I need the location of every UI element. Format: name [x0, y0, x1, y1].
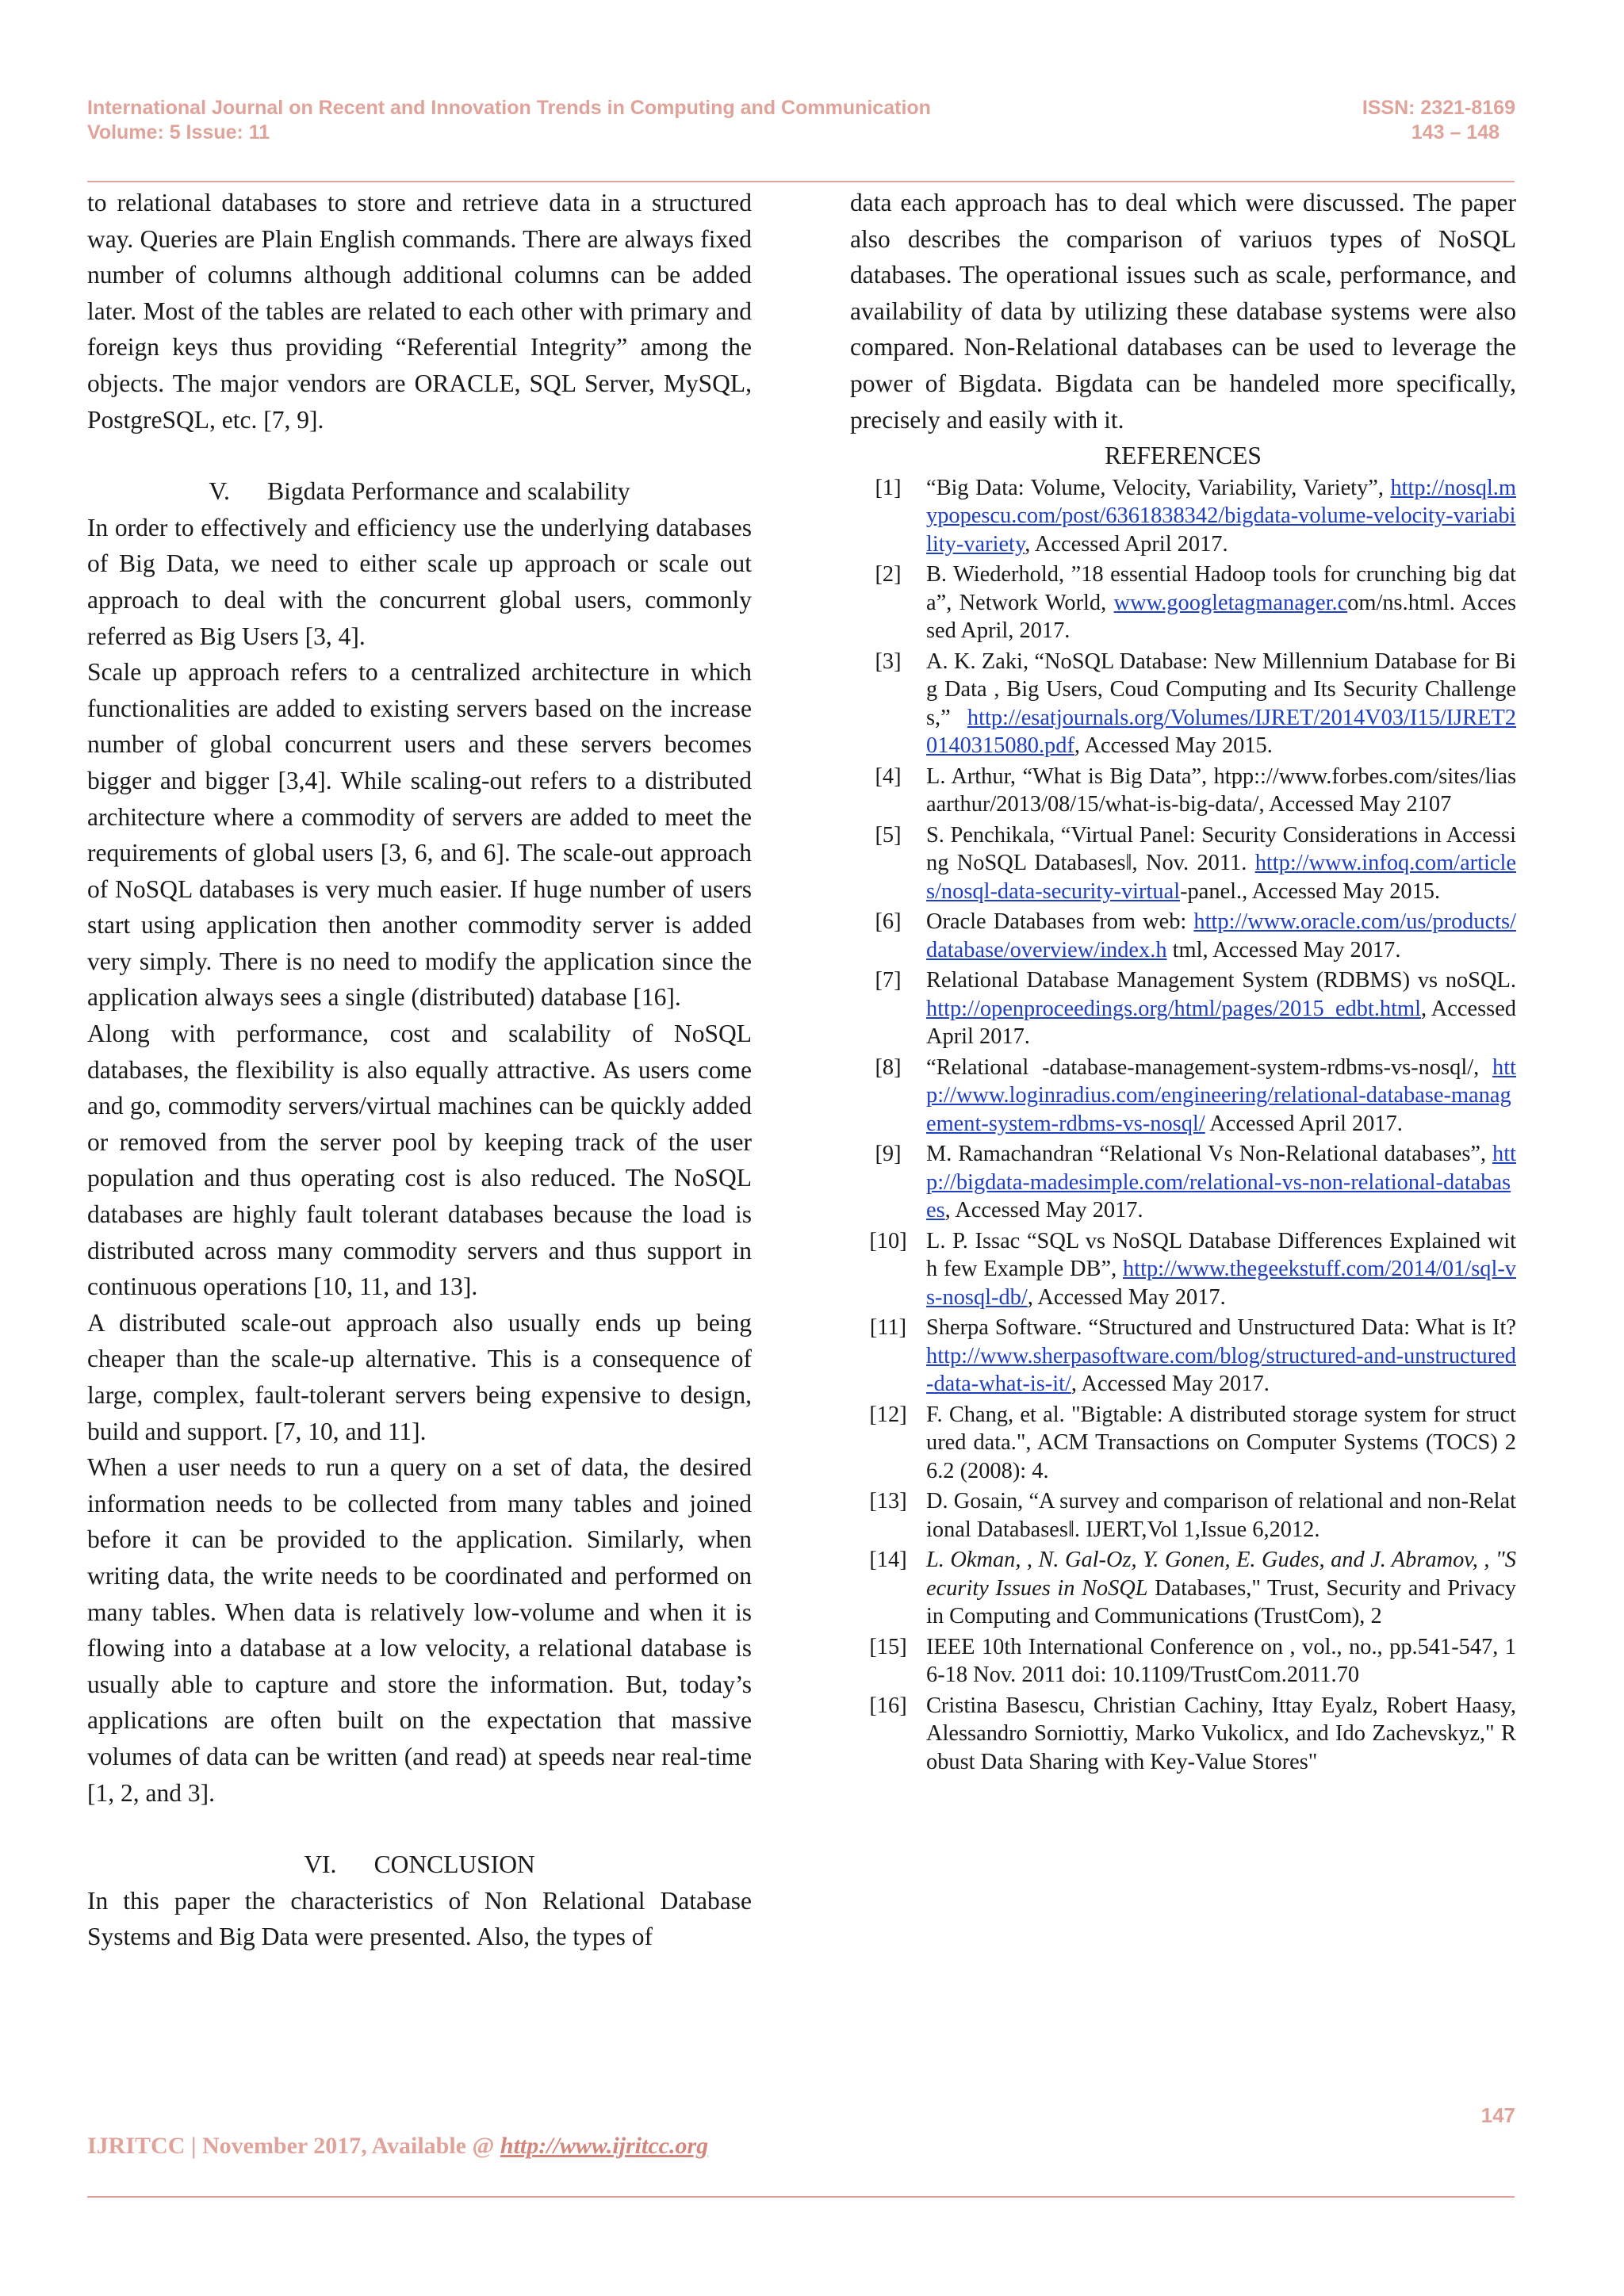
reference-body: L. Arthur, “What is Big Data”, htpp:://www.forbes.com/sites/liasaarthur/2013/08/15/what-is-big-data/, Accessed May 2107 — [926, 763, 1516, 817]
footer — [87, 2133, 708, 2160]
reference-number: [7] — [875, 968, 902, 993]
reference-body: Sherpa Software. “Structured and Unstructured Data: What is It? — [926, 1315, 1516, 1341]
reference-text — [926, 1487, 1516, 1544]
reference-number: [10] — [869, 1228, 907, 1253]
reference-link[interactable]: http://www.sherpasoftware.com/blog/structured-and-unstructured-data-what-is-it/ — [926, 1343, 1516, 1397]
reference-number: [14] — [869, 1548, 907, 1573]
reference-tail: -panel., Accessed May 2015. — [1180, 878, 1441, 904]
journal-title: International Journal on Recent and Innovation Trends in Computing and Communication — [87, 97, 931, 119]
reference-item — [850, 1314, 1516, 1399]
reference-body: F. Chang, et al. "Bigtable: A distributed storage system for structured data.", ACM Transactions on Computer Systems (TOCS) 26.2 (2008): 4. — [926, 1402, 1516, 1483]
reference-link[interactable]: http://esatjournals.org/Volumes/IJRET/2014V03/I15/IJRET20140315080.pdf — [926, 705, 1516, 759]
paragraph: Along with performance, cost and scalability of NoSQL databases, the flexibility is also equally attractive. As users come and go, commodity servers/virtual machines can be quickly added or removed from the server pool by keeping track of the user population and thus operating cost is also reduced. The NoSQL databases are highly fault tolerant databases because the load is distributed across many commodity servers and thus support in continuous operations [10, 11, and 13]. — [87, 1020, 752, 1301]
reference-tail: , Accessed April 2017. — [1025, 531, 1228, 557]
reference-number: [11] — [869, 1315, 907, 1341]
reference-number: [3] — [875, 649, 902, 674]
reference-link[interactable]: http://www.infoq.com/articles/nosql-data-security-virtual — [926, 851, 1516, 904]
reference-link[interactable]: http://nosql.mypopescu.com/post/6361838342/bigdata-volume-velocity-variability-variety — [926, 475, 1516, 557]
reference-tail: tml, Accessed May 2017. — [1166, 937, 1401, 962]
journal-header — [87, 96, 931, 145]
reference-number: [13] — [869, 1489, 907, 1514]
reference-text — [926, 1314, 1516, 1399]
reference-body: Oracle Databases from web: — [926, 909, 1194, 935]
reference-item — [850, 908, 1516, 964]
reference-item — [850, 648, 1516, 760]
reference-item — [850, 1401, 1516, 1486]
reference-number: [4] — [875, 763, 902, 789]
reference-tail: , Accessed May 2017. — [1071, 1372, 1270, 1397]
paragraph: In order to effectively and efficiency use the underlying databases of Big Data, we need to either scale up approach or scale out approach to deal with the concurrent global users, commonly referred as Big Users [3, 4]. — [87, 513, 752, 650]
reference-text — [926, 1227, 1516, 1312]
reference-number: [1] — [875, 475, 902, 500]
reference-body: Cristina Basescu, Christian Cachiny, Ittay Eyalz, Robert Haasy, Alessandro Sorniottiy, Marko Vukolicx, and Ido Zachevskyz," Robust Data Sharing with Key-Value Stores" — [926, 1693, 1516, 1774]
reference-text — [926, 966, 1516, 1051]
reference-link[interactable]: www.googletagmanager.c — [1113, 590, 1348, 615]
reference-text — [926, 908, 1516, 964]
paragraph: data each approach has to deal which were discussed. The paper also describes the comparison of variuos types of NoSQL databases. The operational issues such as scale, performance, and availability of data by utilizing these database systems were also compared. Non-Relational databases can be used to leverage the power of Bigdata. Bigdata can be handeled more specifically, precisely and easily with it. — [850, 189, 1516, 434]
paragraph: Scale up approach refers to a centralized architecture in which functionalities are added to existing servers based on the increase number of global concurrent users and these servers becomes bigger and bigger [3,4]. While scaling-out refers to a distributed architecture where a commodity of servers are added to meet the requirements of global users [3, 6, and 6]. The scale-out approach of NoSQL databases is very much easier. If huge number of users start using application then another commodity server is added very simply. There is no need to modify the application since the application always sees a single (distributed) database [16]. — [87, 658, 752, 1012]
reference-text — [926, 1692, 1516, 1777]
reference-text — [926, 474, 1516, 559]
reference-body: A. K. Zaki, “NoSQL Database: New Millennium Database for Big Data , Big Users, Coud Computing and Its Security Challenges,” — [926, 649, 1516, 730]
reference-number: [12] — [869, 1402, 907, 1427]
reference-number: [9] — [875, 1142, 902, 1167]
reference-item — [850, 1692, 1516, 1777]
reference-tail: , Accessed April 2017. — [926, 996, 1516, 1050]
reference-text — [926, 1401, 1516, 1486]
reference-link[interactable]: http://www.oracle.com/us/products/database/overview/index.h — [926, 909, 1516, 962]
reference-item — [850, 821, 1516, 906]
reference-body: “Big Data: Volume, Velocity, Variability, Variety”, — [926, 475, 1391, 500]
reference-body: Relational Database Management System (RDBMS) vs noSQL. — [926, 968, 1516, 993]
reference-tail: , Accessed May 2015. — [1074, 733, 1273, 759]
paragraph: When a user needs to run a query on a set of data, the desired information needs to be collected from many tables and joined before it can be provided to the application. Similarly, when writing data, the write needs to be coordinated and performed on many tables. When data is relatively low-volume and when it is flowing into a database at a low velocity, a relational database is usually able to capture and store the information. But, today’s applications are often built on the expectation that massive volumes of data can be written (and read) at speeds near real-time [1, 2, and 3]. — [87, 1453, 752, 1807]
paragraph: A distributed scale-out approach also usually ends up being cheaper than the scale-up alternative. This is a consequence of large, complex, fault-tolerant servers being expensive to design, build and support. [7, 10, and 11]. — [87, 1308, 752, 1445]
reference-link[interactable]: http://bigdata-madesimple.com/relational-vs-non-relational-databases — [926, 1142, 1516, 1223]
reference-item — [850, 1140, 1516, 1225]
footer-rule — [87, 2196, 1515, 2198]
reference-italic: L. Okman, , N. Gal-Oz, Y. Gonen, E. Gudes, and J. Abramov, , "Security Issues in NoSQL — [926, 1548, 1516, 1601]
reference-body: S. Penchikala, “Virtual Panel: Security Considerations in Accessing NoSQL Databases‖, Nov. 2011. — [926, 822, 1516, 876]
reference-body: Databases," Trust, Security and Privacy in Computing and Communications (TrustCom), 2 — [926, 1575, 1516, 1629]
issn-header — [1198, 96, 1515, 145]
page-number: 147 — [1480, 2103, 1515, 2127]
reference-body: D. Gosain, “A survey and comparison of relational and non-Relational Databases‖. IJERT,Vol 1,Issue 6,2012. — [926, 1489, 1516, 1542]
reference-number: [15] — [869, 1634, 907, 1659]
reference-item — [850, 1487, 1516, 1544]
spacer — [87, 438, 752, 473]
reference-item — [850, 1546, 1516, 1631]
section-heading: V. Bigdata Performance and scalability — [209, 477, 630, 506]
reference-item — [850, 474, 1516, 559]
left-column — [87, 185, 752, 1955]
references-list — [850, 474, 1516, 1777]
reference-item — [850, 1227, 1516, 1312]
reference-body: M. Ramachandran “Relational Vs Non-Relational databases”, — [926, 1142, 1493, 1167]
reference-link[interactable]: http://www.loginradius.com/engineering/relational-database-management-system-rdbms-vs-nosql/ — [926, 1054, 1516, 1136]
reference-text — [926, 1633, 1516, 1689]
reference-tail: om/ns.html. Accessed April, 2017. — [926, 590, 1517, 644]
paragraph: to relational databases to store and retrieve data in a structured way. Queries are Plain English commands. There are always fixed number of columns although additional columns can be added later. Most of the tables are related to each other with primary and foreign keys thus providing “Referential Integrity” among the objects. The major vendors are ORACLE, SQL Server, MySQL, PostgreSQL, etc. [7, 9]. — [87, 189, 752, 434]
reference-text — [926, 821, 1516, 906]
reference-body: “Relational -database-management-system-rdbms-vs-nosql/, — [926, 1054, 1493, 1080]
section-heading: VI. CONCLUSION — [304, 1850, 535, 1879]
footer-link[interactable]: http://www.ijritcc.org — [500, 2133, 709, 2159]
reference-item — [850, 1633, 1516, 1689]
reference-link[interactable]: http://openproceedings.org/html/pages/2015_edbt.html — [926, 996, 1421, 1021]
reference-number: [2] — [875, 562, 902, 587]
issn: ISSN: 2321-8169 — [1362, 97, 1515, 119]
reference-tail: Accessed April 2017. — [1205, 1111, 1403, 1136]
reference-text — [926, 561, 1516, 645]
reference-text — [926, 1546, 1516, 1631]
references-heading: REFERENCES — [1105, 442, 1262, 470]
reference-text — [926, 1140, 1516, 1225]
footer-text: IJRITCC | November 2017, Available @ — [87, 2133, 500, 2159]
reference-number: [5] — [875, 822, 902, 848]
right-column — [850, 185, 1516, 1778]
reference-body: L. P. Issac “SQL vs NoSQL Database Differences Explained with few Example DB”, — [926, 1228, 1516, 1282]
reference-number: [16] — [869, 1693, 907, 1718]
reference-body: B. Wiederhold, ”18 essential Hadoop tools for crunching big data”, Network World, — [926, 562, 1516, 615]
reference-text — [926, 1054, 1516, 1138]
paragraph: In this paper the characteristics of Non Relational Database Systems and Big Data were presented. Also, the types of — [87, 1886, 752, 1951]
page-range: 143 – 148 — [1411, 121, 1500, 144]
reference-number: [6] — [875, 909, 902, 935]
header-rule — [87, 181, 1515, 182]
reference-text — [926, 648, 1516, 760]
spacer — [87, 1811, 752, 1846]
reference-link[interactable]: http://www.thegeekstuff.com/2014/01/sql-vs-nosql-db/ — [926, 1257, 1516, 1310]
reference-tail: , Accessed May 2017. — [944, 1198, 1143, 1223]
reference-text — [926, 763, 1516, 819]
reference-tail: , Accessed May 2017. — [1027, 1284, 1226, 1310]
reference-body: IEEE 10th International Conference on , vol., no., pp.541-547, 16-18 Nov. 2011 doi: 10.1109/TrustCom.2011.70 — [926, 1634, 1516, 1688]
journal-volume: Volume: 5 Issue: 11 — [87, 121, 270, 144]
reference-number: [8] — [875, 1054, 902, 1080]
reference-item — [850, 763, 1516, 819]
reference-item — [850, 561, 1516, 645]
reference-item — [850, 966, 1516, 1051]
reference-item — [850, 1054, 1516, 1138]
